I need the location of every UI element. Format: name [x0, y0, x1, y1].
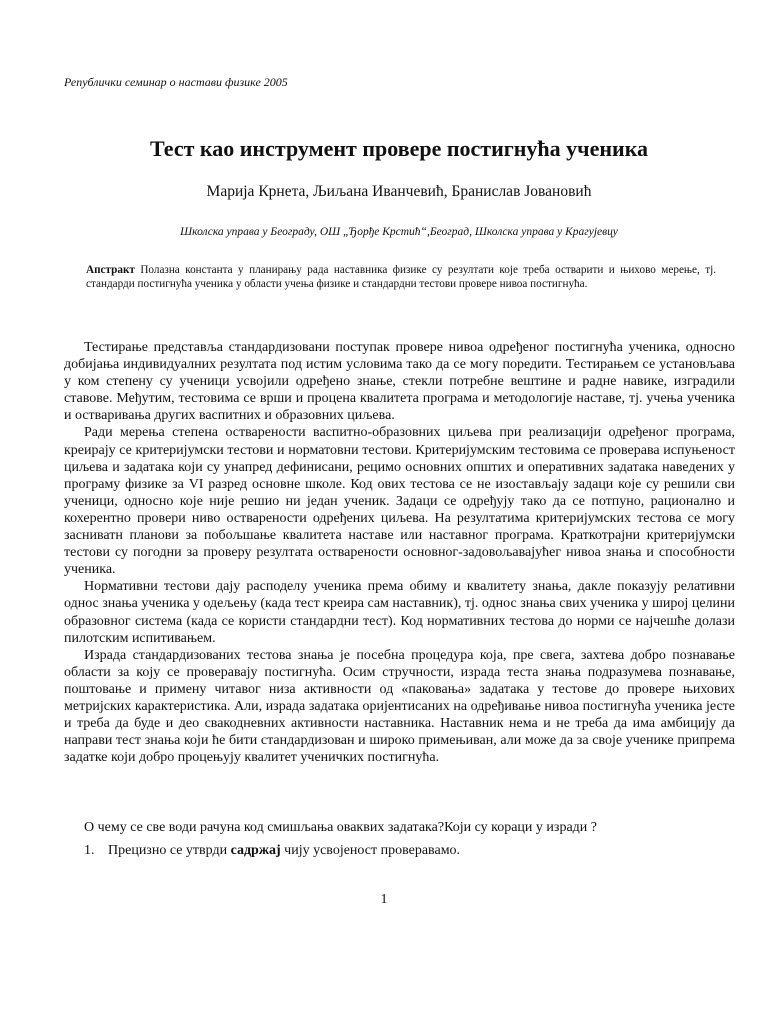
- abstract-text: Полазна константа у планирању рада наставника физике су резултати које треба остварити и њихово мерење, тј. стандарди постигнућа ученика у области учења физике и стандардни тестови провере нивоа постигнућа.: [86, 264, 716, 291]
- list-item-text-after: чију усвојеност проверавамо.: [280, 843, 461, 858]
- list-item-number: 1.: [84, 843, 95, 858]
- abstract-block: [86, 263, 716, 291]
- page-number: 1: [380, 892, 388, 907]
- authors-line: Марија Крнета, Љиљана Иванчевић, Бранислав Јовановић: [206, 183, 592, 200]
- numbered-list-item: [84, 842, 735, 859]
- body-paragraph-2: Ради мерења степена остварености васпитно-образовних циљева при реализацији одређеног програма, креирају се критеријумски тестови и норматовни тестови. Критеријумским тестовима се проверава испуњеност циљева и задатака који су унапред дефинисани, рецимо основних општих и оперативних задатака наведених у програму физике за VI разред основне школе. Код ових тестова се не изостављају задаци које су решили сви ученици, односно које није решио ни један ученик. Задаци се одређују тако да се потпуно, рационално и кохерентно провери ниво остварености одређених циљева. На резултатима критеријумских тестова се могу засниватн планови за побољшање квалитета наставе или наставног програма. Краткотрајни критеријумски тестови су погодни за проверу резултата остварености основног-задовољавајућег нивоа знања и способности ученика.: [64, 425, 735, 578]
- question-line: О чему се све води рачуна код смишљања оваквих задатака?Који су кораци у изради ?: [84, 820, 597, 835]
- body-text: [64, 339, 735, 766]
- abstract-label: Апстракт: [86, 264, 135, 276]
- body-paragraph-4: Израда стандардизованих тестова знања је посебна процедура која, пре свега, захтева добро познавање области за коју се проверавају постигнућа. Осим стручности, израда теста знања подразумева познавање, поштовање и примену читавог низа активности од «паковања» задатака у тестове до провере њихових метријских карактеристика. Али, израда задатака оријентисаних на одређивање нивоа постигнућа ученика јесте и треба да буде и део свакодневних активности наставника. Наставник нема и не треба да има амбицију да направи тест знања који ће бити стандардизован и широко примењиван, али може да за своје ученике припрема задатке који добро процењују квалитет ученичких постигнућа.: [64, 647, 735, 766]
- list-item-text-bold: садржај: [230, 843, 281, 858]
- list-item-text-before: Прецизно се утврди: [108, 843, 231, 858]
- body-paragraph-1: Тестирање представља стандардизовани поступак провере нивоа одређеног постигнућа ученика, односно добијања индивидуалних резултата под истим условима тако да се могу поредити. Тестирањем се установљава у ком степену су ученици усвојили одређено знање, стекли потребне вештине и радне навике, изградили ставове. Међутим, тестовима се врши и процена квалитета програма и методологије наставе, тј. учења ученика и остваривања других васпитних и образовних циљева.: [64, 340, 735, 424]
- body-paragraph-3: Нормативни тестови дају расподелу ученика према обиму и квалитету знања, дакле показују релативни однос знања ученика у одељењу (када тест креира сам наставник), тј. однос знања свих ученика у широј целини образовног система (када се користи стандардни тест). Код нормативних тестова до норми се најчешће долази пилотским испитивањем.: [64, 579, 735, 646]
- paper-title: Тест као инструмент провере постигнућа ученика: [149, 136, 649, 161]
- seminar-header-note: Републички семинар о настави физике 2005: [64, 75, 288, 89]
- affiliation-line: Школска управа у Београду, ОШ „Ђорђе Крстић“,Београд, Школска управа у Крагујевцу: [180, 226, 618, 238]
